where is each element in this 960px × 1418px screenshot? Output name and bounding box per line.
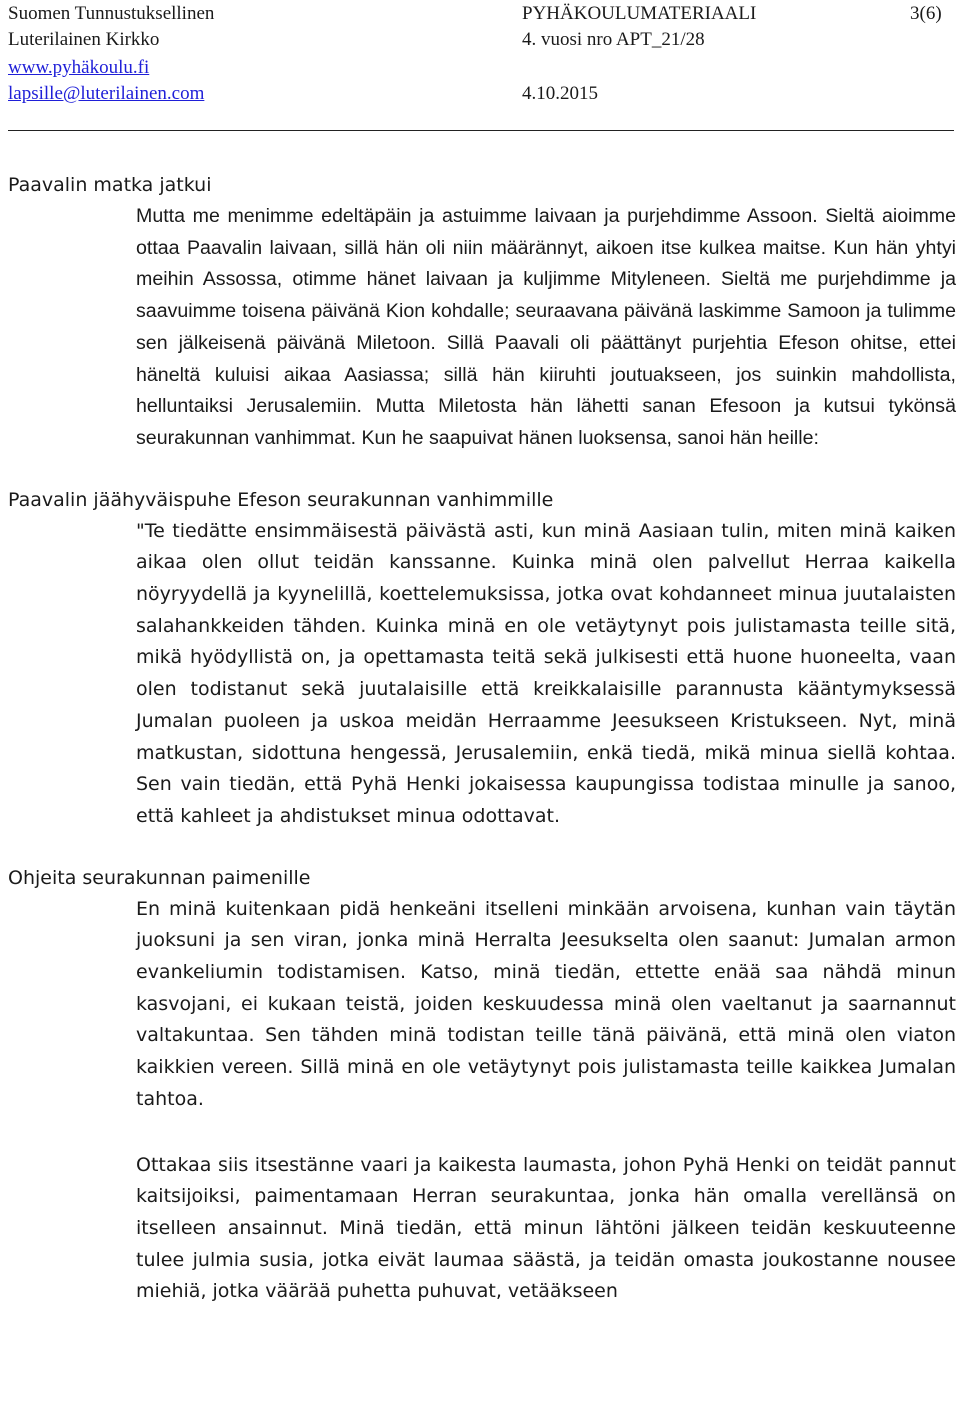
section-heading: Ohjeita seurakunnan paimenille — [8, 866, 311, 889]
material-title: PYHÄKOULUMATERIAALI — [522, 3, 757, 24]
org-name-line2: Luterilainen Kirkko — [8, 29, 160, 50]
org-name-line1: Suomen Tunnustuksellinen — [8, 3, 215, 24]
section-heading: Paavalin jäähyväispuhe Efeson seurakunnan vanhimmille — [8, 488, 554, 511]
issue-date: 4.10.2015 — [522, 83, 598, 104]
section-jaahyvaispuhe — [8, 485, 956, 833]
page-header — [8, 0, 952, 110]
document-body — [8, 170, 956, 1308]
section-paragraph: Ottakaa siis itsestänne vaari ja kaikesta laumasta, johon Pyhä Henki on teidät pannut kaitsijoiksi, paimentamaan Herran seurakuntaa, jonka hän omalla verellänsä on itselleen ansainnut. Minä tiedän, että minun lähtöni jälkeen teidän keskuuteenne tulee julmia susia, jotka eivät laumaa säästä, ja teidän omasta joukostanne nousee miehiä, jotka väärää puhetta puhuvat, vetääkseen — [136, 1153, 956, 1303]
email-link[interactable]: lapsille@luterilainen.com — [8, 83, 205, 104]
page-number: 3(6) — [910, 3, 942, 24]
header-divider — [8, 130, 954, 131]
issue-number: 4. vuosi nro APT_21/28 — [522, 29, 705, 50]
section-heading: Paavalin matka jatkui — [8, 174, 212, 196]
section-paavalin-matka — [8, 170, 956, 455]
website-link[interactable]: www.pyhäkoulu.fi — [8, 57, 150, 78]
section-paragraph: "Te tiedätte ensimmäisestä päivästä asti, kun minä Aasiaan tulin, miten minä kaiken aikaa olen ollut teidän kanssanne. Kuinka minä olen palvellut Herraa kaikella nöyryydellä ja kyynelillä, koettelemuksissa, jotka ovat kohdanneet minua juutalaisten salahankkeiden tähden. Kuinka minä en ole vetäytynyt pois julistamasta teille sitä, mikä hyödyllistä on, ja opettamasta teitä sekä julkisesti että huone huoneelta, vaan olen todistanut sekä juutalaisille että kreikkalaisille parannusta kääntymyksessä Jumalan puoleen ja uskoa meidän Herraamme Jeesukseen Kristukseen. Nyt, minä matkustan, sidottuna hengessä, Jerusalemiin, enkä tiedä, mikä minua siellä kohtaa. Sen vain tiedän, että Pyhä Henki jokaisessa kaupungissa todistaa minulle ja sanoo, että kahleet ja ahdistukset minua odottavat. — [136, 519, 956, 827]
section-paragraph: En minä kuitenkaan pidä henkeäni itselleni minkään arvoisena, kunhan vain täytän juoksuni ja sen viran, jonka minä Herralta Jeesukselta olen saanut: Jumalan armon evankeliumin todistamisen. Katso, minä tiedän, ettette enää saa nähdä minun kasvojani, ei kukaan teistä, joiden keskuudessa minä olen vaeltanut ja saarnannut valtakuntaa. Sen tähden minä todistan teille tänä päivänä, että minä olen viaton kaikkien vereen. Sillä minä en ole vetäytynyt pois julistamasta teille kaikkea Jumalan tahtoa. — [136, 897, 956, 1110]
section-paragraph: Mutta me menimme edeltäpäin ja astuimme laivaan ja purjehdimme Assoon. Sieltä aioimme ottaa Paavalin laivaan, sillä hän oli niin määrännyt, aikoen itse kulkea maitse. Kun hän yhtyi meihin Assossa, otimme hänet laivaan ja kuljimme Mityleneen. Sieltä me purjehdimme ja saavuimme toisena päivänä Kion kohdalle; seuraavana päivänä laskimme Samoon ja tulimme sen jälkeisenä päivänä Miletoon. Sillä Paavali oli päättänyt purjehtia Efeson ohitse, ettei häneltä kuluisi aikaa Aasiassa; sillä hän kiiruhti joutuakseen, jos suinkin mahdollista, helluntaiksi Jerusalemiin. Mutta Miletosta hän lähetti sanan Efesoon ja kutsui tykönsä seurakunnan vanhimmat. Kun he saapuivat hänen luoksensa, sanoi hän heille: — [136, 205, 956, 449]
section-ohjeita-paimenille — [8, 863, 956, 1308]
